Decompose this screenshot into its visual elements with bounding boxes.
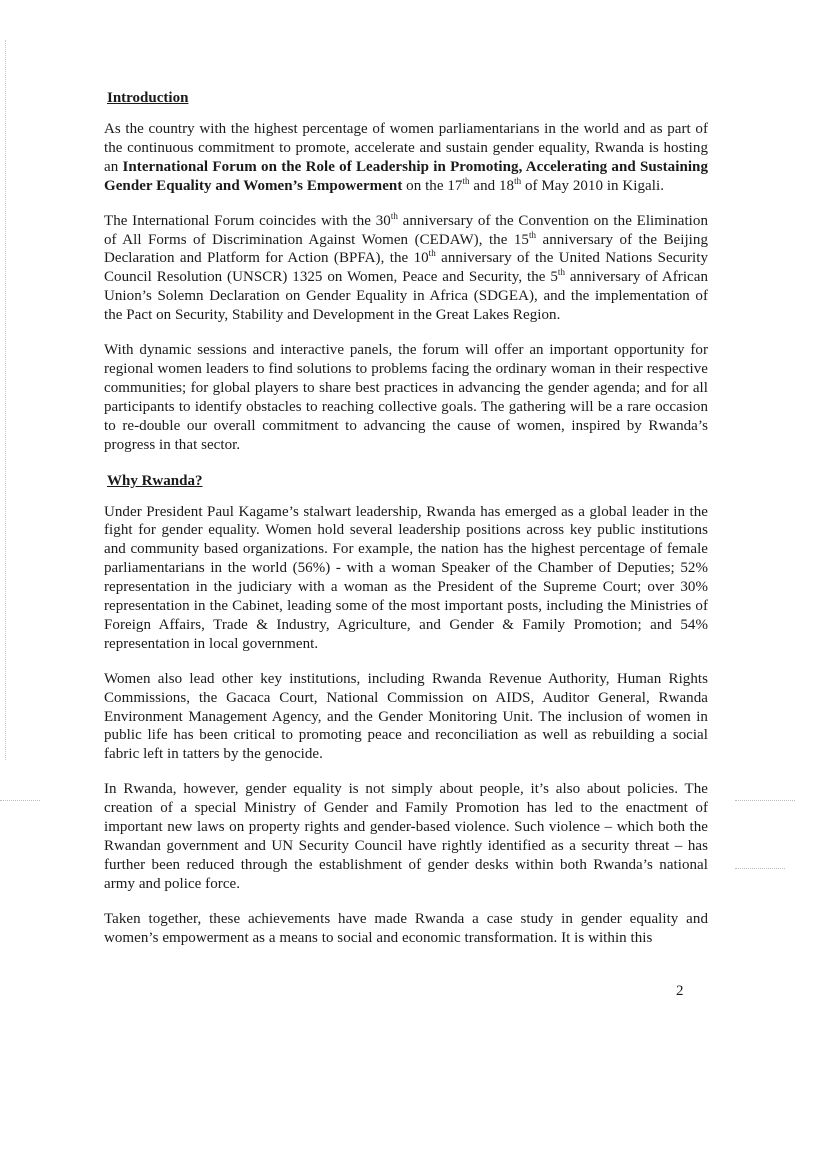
body-paragraph [104, 780, 708, 893]
body-paragraph [104, 341, 708, 454]
text-run: Taken together, these achievements have made Rwanda a case study in gender equality and women’s empowerment as a means to social and economic transformation. It is within this [104, 910, 708, 946]
text-run: on the 17 [402, 177, 463, 194]
text-run: Women also lead other key institutions, including Rwanda Revenue Authority, Human Rights Commissions, the Gacaca Court, National Commission on AIDS, Auditor General, Rwanda Environment Management Agency, and the Gender Monitoring Unit. The inclusion of women in public life has been critical to promoting peace and reconciliation as well as rebuilding a social fabric left in tatters by the genocide. [104, 670, 708, 763]
body-paragraph [104, 212, 708, 325]
margin-mark [735, 800, 795, 802]
text-run: anniversary of the Beijing Declaration and Platform for Action (BPFA), the 10 [104, 231, 709, 267]
body-paragraph [104, 503, 708, 654]
page-number: 2 [676, 983, 684, 999]
bold-title-text: International Forum on the Role of Leadership in Promoting, Accelerating and Sustaining Gender Equality and Women’s Empowerment [104, 158, 708, 194]
text-run: anniversary of the Convention on the Elimination of All Forms of Discrimination Against Women (CEDAW), the 15 [104, 212, 708, 248]
ordinal-suffix: th [428, 248, 436, 259]
ordinal-suffix: th [514, 175, 522, 186]
ordinal-suffix: th [390, 210, 398, 221]
text-run: anniversary of African Union’s Solemn Declaration on Gender Equality in Africa (SDGEA), and the implementation of the Pact on Security, Stability and Development in the Great Lakes Region. [104, 269, 709, 324]
scan-edge-mark [5, 40, 7, 760]
text-run: As the country with the highest percentage of women parliamentarians in the world and as part of the continuous commitment to promote, accelerate and sustain gender equality, Rwanda is hosting an [104, 121, 708, 175]
section-heading: Introduction [107, 90, 189, 106]
ordinal-suffix: th [557, 267, 565, 278]
text-run: The International Forum coincides with the 30 [104, 212, 391, 229]
text-run: With dynamic sessions and interactive panels, the forum will offer an important opportunity for regional women leaders to find solutions to problems facing the ordinary woman in their respective communities; for global players to share best practices in advancing the gender agenda; and for all participants to identify obstacles to reaching collective goals. The gathering will be a rare occasion to re-double our overall commitment to advancing the cause of women, inspired by Rwanda’s progress in that sector. [104, 342, 708, 453]
body-paragraph [104, 120, 708, 196]
ordinal-suffix: th [528, 229, 537, 240]
body-paragraph [104, 910, 708, 948]
text-run: of May 2010 in Kigali. [521, 177, 664, 194]
document-page [104, 88, 708, 964]
text-run: Under President Paul Kagame’s stalwart leadership, Rwanda has emerged as a global leader in the fight for gender equality. Women hold several leadership positions across key public institutions and community based organizations. For example, the nation has the highest percentage of female parliamentarians in the world (56%) - with a woman Speaker of the Chamber of Deputies; 52% representation in the judiciary with a woman as the President of the Supreme Court; over 30% representation in the Cabinet, leading some of the most important posts, including the Ministries of Foreign Affairs, Trade & Industry, Agriculture, and Gender & Family Promotion; and 54% representation in local government. [104, 503, 708, 652]
ordinal-suffix: th [462, 175, 470, 186]
text-run: and 18 [469, 177, 515, 194]
margin-mark [735, 868, 785, 870]
margin-mark [0, 800, 40, 802]
body-paragraph [104, 670, 708, 765]
section-heading: Why Rwanda? [107, 472, 203, 489]
text-run: In Rwanda, however, gender equality is not simply about people, it’s also about policies. The creation of a special Ministry of Gender and Family Promotion has led to the enactment of important new laws on property rights and gender-based violence. Such violence – which both the Rwandan government and UN Security Council have rightly identified as a security threat – has further been reduced through the establishment of gender desks within both Rwanda’s national army and police force. [104, 781, 708, 892]
text-run: anniversary of the United Nations Security Council Resolution (UNSCR) 1325 on Women, Peace and Security, the 5 [104, 250, 708, 286]
